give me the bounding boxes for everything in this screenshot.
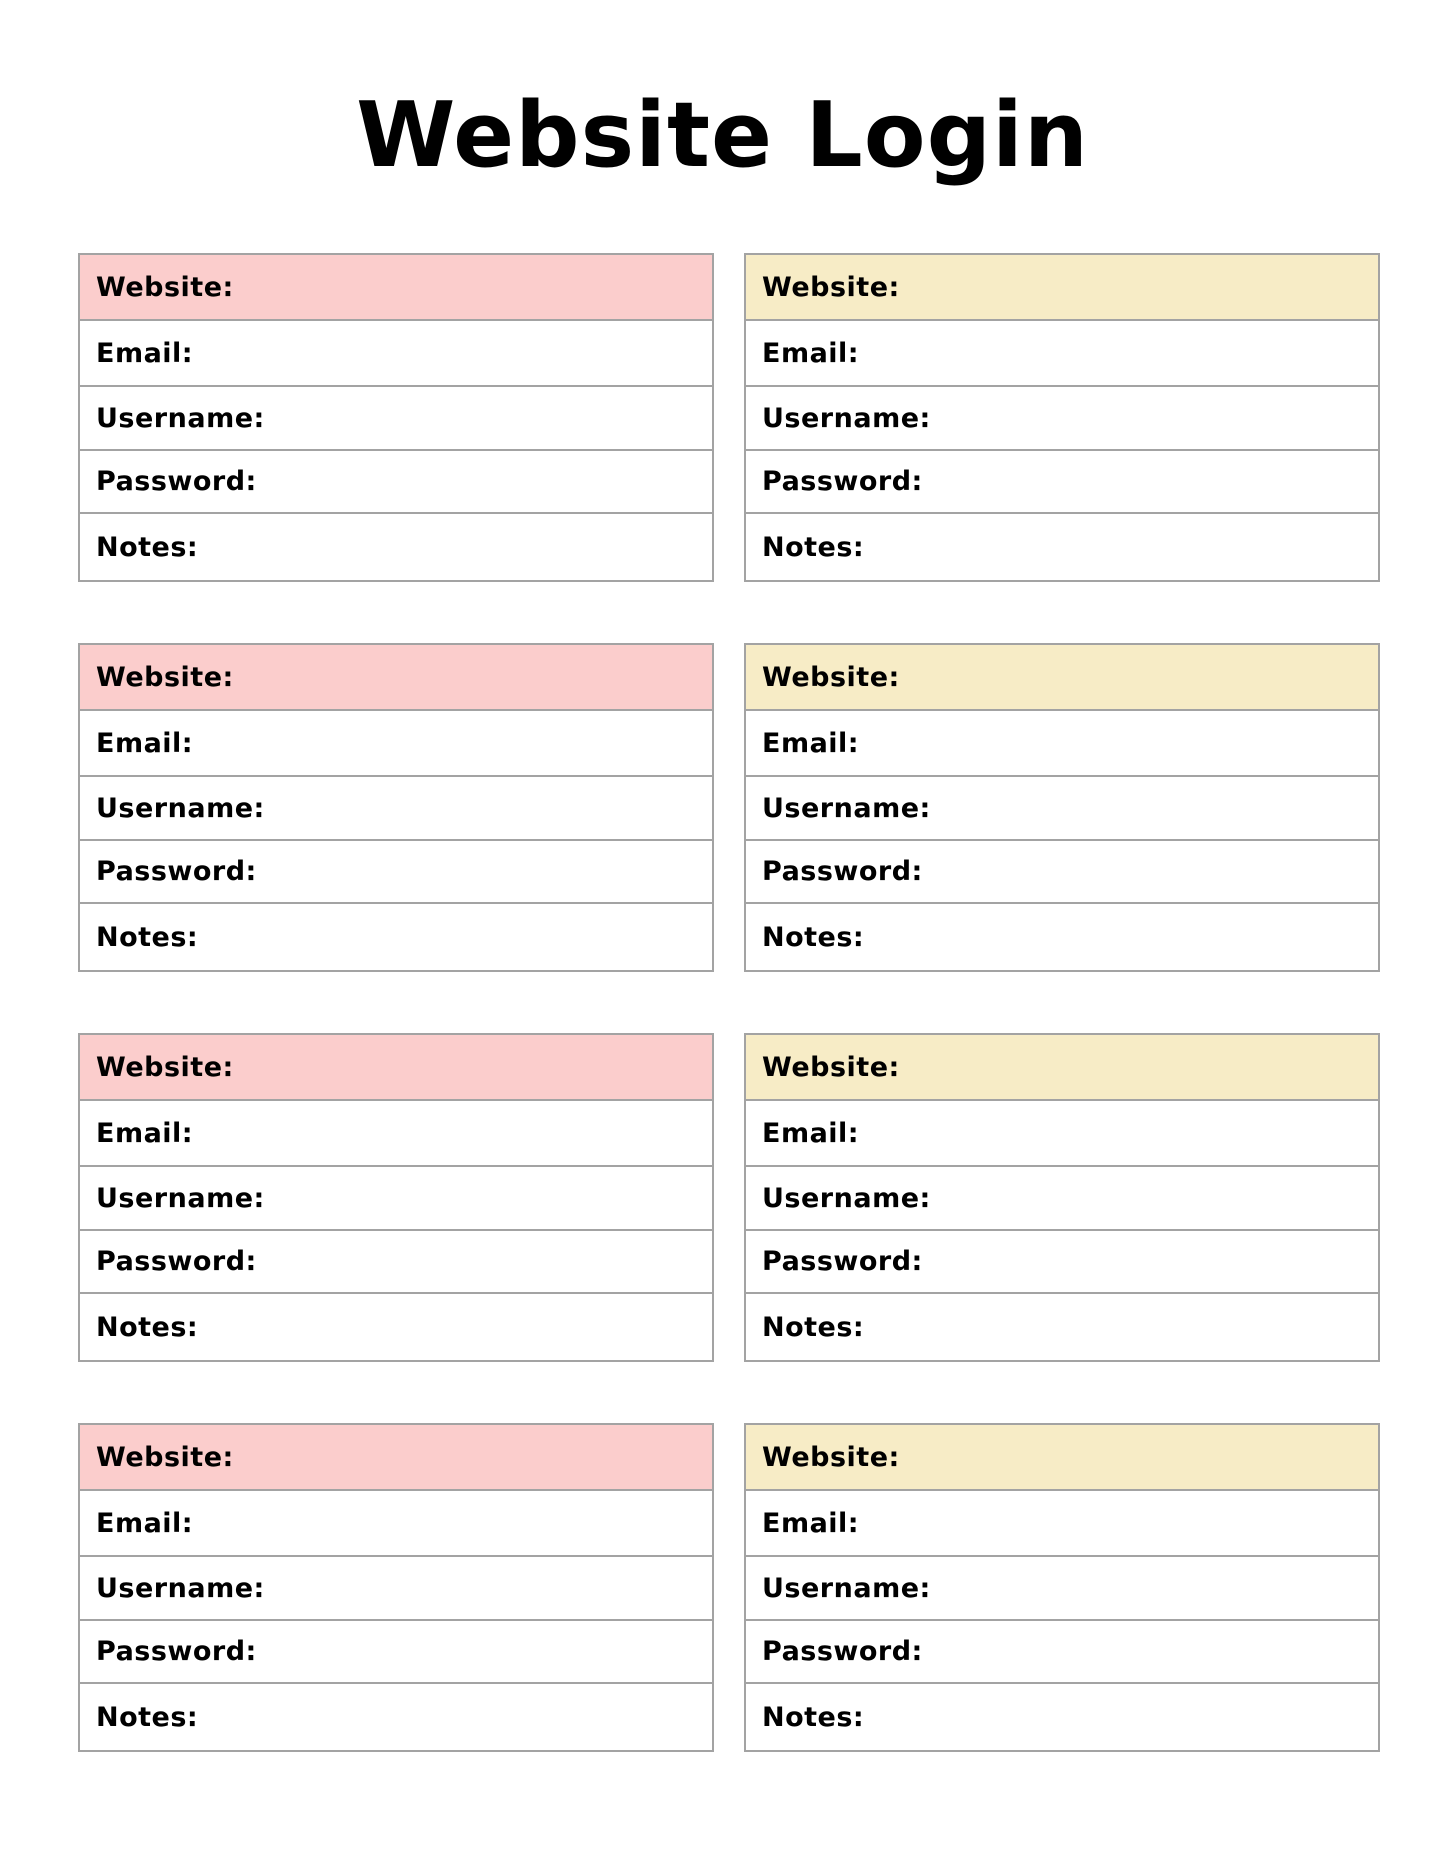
password-label: Password: [762,466,923,497]
username-field[interactable] [746,387,1378,451]
website-field[interactable] [746,645,1378,711]
notes-field[interactable] [746,904,1378,970]
password-field[interactable] [746,841,1378,904]
username-label: Username: [762,402,931,434]
notes-label: Notes: [762,1701,865,1733]
website-field[interactable] [746,255,1378,321]
password-field[interactable] [80,1231,712,1294]
website-label: Website: [762,1051,900,1083]
website-field[interactable] [80,1035,712,1101]
notes-label: Notes: [96,531,199,563]
email-field[interactable] [80,321,712,387]
email-field[interactable] [746,321,1378,387]
username-field[interactable] [80,1167,712,1231]
email-field[interactable] [746,1101,1378,1167]
password-field[interactable] [80,451,712,514]
login-card [78,643,714,972]
notes-field[interactable] [746,1294,1378,1360]
login-card [78,1033,714,1362]
website-field[interactable] [746,1035,1378,1101]
website-field[interactable] [80,1425,712,1491]
login-card [744,643,1380,972]
password-label: Password: [96,1246,257,1277]
password-label: Password: [762,856,923,887]
username-field[interactable] [746,1167,1378,1231]
password-label: Password: [96,466,257,497]
website-label: Website: [762,271,900,303]
email-label: Email: [762,1507,860,1539]
password-label: Password: [96,856,257,887]
password-label: Password: [96,1636,257,1667]
website-field[interactable] [746,1425,1378,1491]
email-label: Email: [96,1507,194,1539]
website-label: Website: [96,1051,234,1083]
email-label: Email: [762,727,860,759]
email-field[interactable] [80,1491,712,1557]
login-card [78,253,714,582]
username-label: Username: [96,1572,265,1604]
password-field[interactable] [746,1231,1378,1294]
notes-field[interactable] [80,904,712,970]
email-label: Email: [762,337,860,369]
notes-label: Notes: [96,1701,199,1733]
username-field[interactable] [80,387,712,451]
email-label: Email: [96,337,194,369]
notes-label: Notes: [762,531,865,563]
email-field[interactable] [80,1101,712,1167]
website-field[interactable] [80,645,712,711]
password-field[interactable] [80,1621,712,1684]
notes-label: Notes: [762,1311,865,1343]
notes-field[interactable] [80,1684,712,1750]
website-label: Website: [762,1441,900,1473]
username-label: Username: [762,792,931,824]
notes-label: Notes: [96,921,199,953]
password-label: Password: [762,1246,923,1277]
email-label: Email: [762,1117,860,1149]
username-label: Username: [96,1182,265,1214]
page-title: Website Login [356,83,1089,188]
email-field[interactable] [746,1491,1378,1557]
website-field[interactable] [80,255,712,321]
notes-field[interactable] [746,514,1378,580]
login-card [744,1423,1380,1752]
username-label: Username: [96,402,265,434]
website-label: Website: [96,661,234,693]
username-label: Username: [762,1572,931,1604]
notes-label: Notes: [96,1311,199,1343]
username-label: Username: [96,792,265,824]
username-field[interactable] [746,777,1378,841]
username-label: Username: [762,1182,931,1214]
password-field[interactable] [746,451,1378,514]
notes-field[interactable] [80,1294,712,1360]
password-field[interactable] [746,1621,1378,1684]
website-label: Website: [96,1441,234,1473]
password-label: Password: [762,1636,923,1667]
username-field[interactable] [80,1557,712,1621]
login-card [744,1033,1380,1362]
login-card [744,253,1380,582]
password-field[interactable] [80,841,712,904]
email-label: Email: [96,1117,194,1149]
email-field[interactable] [746,711,1378,777]
notes-field[interactable] [746,1684,1378,1750]
notes-field[interactable] [80,514,712,580]
email-label: Email: [96,727,194,759]
username-field[interactable] [746,1557,1378,1621]
username-field[interactable] [80,777,712,841]
notes-label: Notes: [762,921,865,953]
email-field[interactable] [80,711,712,777]
login-card [78,1423,714,1752]
website-label: Website: [96,271,234,303]
website-label: Website: [762,661,900,693]
